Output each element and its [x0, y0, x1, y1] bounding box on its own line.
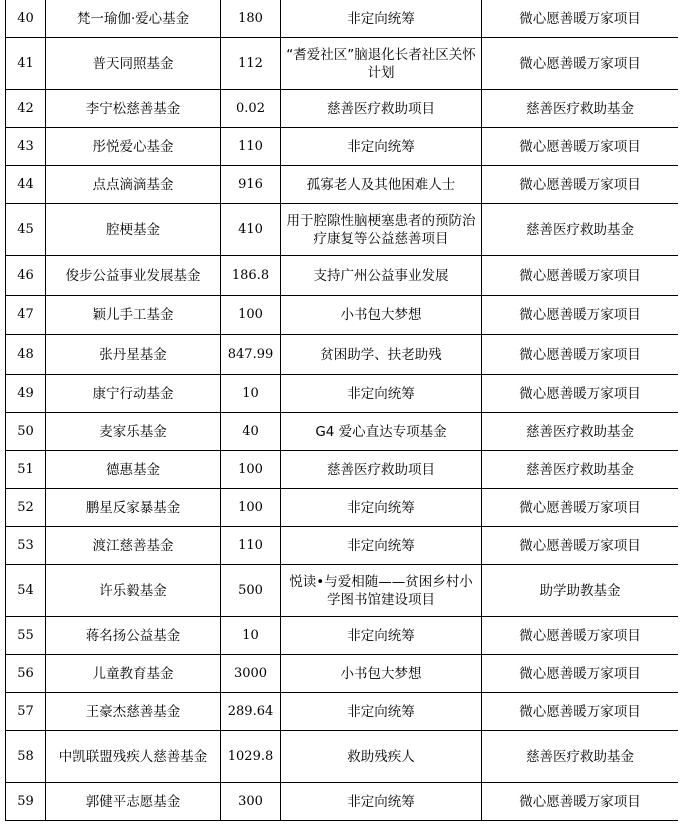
row-number-cell: 45	[6, 204, 46, 256]
project-cell: 非定向统筹	[281, 0, 482, 38]
row-number-cell: 59	[6, 783, 46, 821]
row-number-cell: 55	[6, 617, 46, 655]
table-row	[6, 204, 679, 256]
project-cell: 贫困助学、扶老助残	[281, 335, 482, 375]
project-cell: G4 爱心直达专项基金	[281, 413, 482, 451]
amount-cell: 110	[221, 128, 281, 166]
amount-cell: 289.64	[221, 693, 281, 731]
category-cell: 助学助教基金	[482, 565, 679, 617]
category-cell: 慈善医疗救助基金	[482, 451, 679, 489]
category-cell: 微心愿善暖万家项目	[482, 256, 679, 296]
fund-name-cell: 中凯联盟残疾人慈善基金	[46, 731, 221, 783]
row-number-cell: 47	[6, 296, 46, 335]
project-cell: 救助残疾人	[281, 731, 482, 783]
category-cell: 慈善医疗救助基金	[482, 204, 679, 256]
project-cell: 孤寡老人及其他困难人士	[281, 166, 482, 204]
table-row	[6, 451, 679, 489]
category-cell: 微心愿善暖万家项目	[482, 296, 679, 335]
table-row	[6, 693, 679, 731]
fund-name-cell: 许乐毅基金	[46, 565, 221, 617]
fund-name-cell: 郭健平志愿基金	[46, 783, 221, 821]
amount-cell: 1029.8	[221, 731, 281, 783]
amount-cell: 847.99	[221, 335, 281, 375]
category-cell: 微心愿善暖万家项目	[482, 655, 679, 693]
fund-name-cell: 德惠基金	[46, 451, 221, 489]
fund-name-cell: 儿童教育基金	[46, 655, 221, 693]
row-number-cell: 49	[6, 375, 46, 413]
fund-name-cell: 鹏星反家暴基金	[46, 489, 221, 527]
row-number-cell: 52	[6, 489, 46, 527]
category-cell: 微心愿善暖万家项目	[482, 128, 679, 166]
amount-cell: 0.02	[221, 90, 281, 128]
fund-name-cell: 渡江慈善基金	[46, 527, 221, 565]
amount-cell: 40	[221, 413, 281, 451]
table-row	[6, 731, 679, 783]
fund-name-cell: 王豪杰慈善基金	[46, 693, 221, 731]
category-cell: 微心愿善暖万家项目	[482, 375, 679, 413]
project-cell: 小书包大梦想	[281, 655, 482, 693]
project-cell: 慈善医疗救助项目	[281, 90, 482, 128]
table-row	[6, 617, 679, 655]
amount-cell: 100	[221, 489, 281, 527]
category-cell: 微心愿善暖万家项目	[482, 38, 679, 90]
table-row	[6, 166, 679, 204]
row-number-cell: 50	[6, 413, 46, 451]
row-number-cell: 40	[6, 0, 46, 38]
fund-name-cell: 彤悦爱心基金	[46, 128, 221, 166]
category-cell: 微心愿善暖万家项目	[482, 783, 679, 821]
fund-name-cell: 颖儿手工基金	[46, 296, 221, 335]
table-row	[6, 527, 679, 565]
amount-cell: 100	[221, 451, 281, 489]
row-number-cell: 41	[6, 38, 46, 90]
fund-table-body	[6, 0, 679, 821]
category-cell: 慈善医疗救助基金	[482, 413, 679, 451]
amount-cell: 916	[221, 166, 281, 204]
table-row	[6, 38, 679, 90]
category-cell: 微心愿善暖万家项目	[482, 489, 679, 527]
amount-cell: 10	[221, 375, 281, 413]
row-number-cell: 48	[6, 335, 46, 375]
fund-name-cell: 点点滴滴基金	[46, 166, 221, 204]
category-cell: 慈善医疗救助基金	[482, 90, 679, 128]
amount-cell: 500	[221, 565, 281, 617]
row-number-cell: 56	[6, 655, 46, 693]
table-row	[6, 489, 679, 527]
fund-name-cell: 张丹星基金	[46, 335, 221, 375]
row-number-cell: 51	[6, 451, 46, 489]
table-row	[6, 0, 679, 38]
amount-cell: 110	[221, 527, 281, 565]
amount-cell: 186.8	[221, 256, 281, 296]
row-number-cell: 43	[6, 128, 46, 166]
fund-table	[5, 0, 678, 821]
document-page	[5, 0, 678, 831]
table-row	[6, 90, 679, 128]
project-cell: 非定向统筹	[281, 617, 482, 655]
category-cell: 微心愿善暖万家项目	[482, 0, 679, 38]
project-cell: 非定向统筹	[281, 693, 482, 731]
category-cell: 微心愿善暖万家项目	[482, 617, 679, 655]
amount-cell: 180	[221, 0, 281, 38]
table-row	[6, 375, 679, 413]
fund-name-cell: 康宁行动基金	[46, 375, 221, 413]
row-number-cell: 46	[6, 256, 46, 296]
row-number-cell: 42	[6, 90, 46, 128]
table-row	[6, 335, 679, 375]
table-row	[6, 655, 679, 693]
category-cell: 微心愿善暖万家项目	[482, 335, 679, 375]
table-row	[6, 783, 679, 821]
row-number-cell: 44	[6, 166, 46, 204]
project-cell: 非定向统筹	[281, 783, 482, 821]
category-cell: 慈善医疗救助基金	[482, 731, 679, 783]
project-cell: 悦读•与爱相随——贫困乡村小学图书馆建设项目	[281, 565, 482, 617]
category-cell: 微心愿善暖万家项目	[482, 693, 679, 731]
amount-cell: 112	[221, 38, 281, 90]
table-row	[6, 128, 679, 166]
category-cell: 微心愿善暖万家项目	[482, 166, 679, 204]
project-cell: 慈善医疗救助项目	[281, 451, 482, 489]
project-cell: 非定向统筹	[281, 527, 482, 565]
amount-cell: 10	[221, 617, 281, 655]
project-cell: 非定向统筹	[281, 489, 482, 527]
fund-name-cell: 麦家乐基金	[46, 413, 221, 451]
project-cell: 支持广州公益事业发展	[281, 256, 482, 296]
project-cell: 非定向统筹	[281, 128, 482, 166]
amount-cell: 3000	[221, 655, 281, 693]
fund-name-cell: 俊步公益事业发展基金	[46, 256, 221, 296]
table-row	[6, 565, 679, 617]
fund-name-cell: 腔梗基金	[46, 204, 221, 256]
table-row	[6, 256, 679, 296]
amount-cell: 100	[221, 296, 281, 335]
project-cell: 小书包大梦想	[281, 296, 482, 335]
category-cell: 微心愿善暖万家项目	[482, 527, 679, 565]
row-number-cell: 54	[6, 565, 46, 617]
fund-name-cell: 普天同照基金	[46, 38, 221, 90]
table-row	[6, 296, 679, 335]
project-cell: 非定向统筹	[281, 375, 482, 413]
row-number-cell: 58	[6, 731, 46, 783]
amount-cell: 300	[221, 783, 281, 821]
project-cell: 用于腔隙性脑梗塞患者的预防治疗康复等公益慈善项目	[281, 204, 482, 256]
amount-cell: 410	[221, 204, 281, 256]
table-row	[6, 413, 679, 451]
row-number-cell: 53	[6, 527, 46, 565]
fund-name-cell: 梵一瑜伽·爱心基金	[46, 0, 221, 38]
fund-name-cell: 李宁松慈善基金	[46, 90, 221, 128]
row-number-cell: 57	[6, 693, 46, 731]
fund-name-cell: 蒋名扬公益基金	[46, 617, 221, 655]
project-cell: “耆爱社区”脑退化长者社区关怀计划	[281, 38, 482, 90]
